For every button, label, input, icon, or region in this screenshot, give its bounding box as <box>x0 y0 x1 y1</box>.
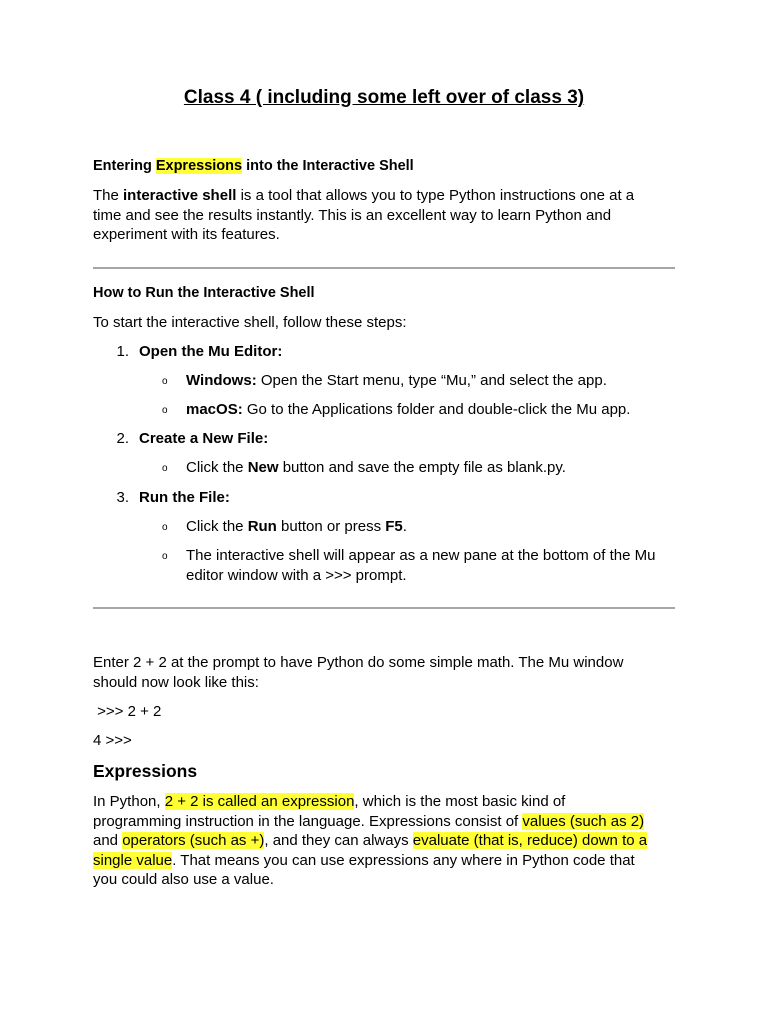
bullet-icon: o <box>162 405 168 416</box>
bold-term: New <box>247 459 279 476</box>
text-run: The <box>93 187 124 204</box>
list-item-line: The interactive shell will appear as a new pane at the bottom of the Mu <box>186 547 656 564</box>
paragraph-line <box>93 186 683 206</box>
highlight-expressions: Expressions <box>155 158 243 174</box>
highlight-text: values (such as 2) <box>522 812 645 830</box>
bold-term: macOS: <box>186 401 243 418</box>
list-item-new-file <box>186 458 686 478</box>
paragraph-line: you could also use a value. <box>93 871 274 888</box>
heading-expressions: Expressions <box>93 761 198 781</box>
bold-term: F5 <box>385 518 403 535</box>
paragraph-line <box>93 792 683 812</box>
horizontal-rule <box>93 607 675 609</box>
bold-term: interactive shell <box>123 187 237 204</box>
paragraph-line: experiment with its features. <box>93 226 280 243</box>
highlight-text: evaluate (that is, reduce) down to a <box>412 832 648 849</box>
step-label: Create a New File: <box>139 430 269 447</box>
highlight-text: operators (such as +) <box>122 832 265 849</box>
text-run: is a tool that allows you to type Python instructions one at a <box>236 187 635 204</box>
code-prompt-line: >>> 2 + 2 <box>93 703 162 720</box>
paragraph-line <box>93 851 683 871</box>
bullet-icon: o <box>162 522 168 533</box>
paragraph-enter-math <box>93 653 683 692</box>
text-run: button and save the empty file as blank.py. <box>278 459 566 476</box>
code-result-line: 4 >>> <box>93 732 132 749</box>
paragraph-interactive-shell <box>93 186 683 245</box>
step-number: 1. <box>116 343 129 360</box>
text-run: , which is the most basic kind of <box>354 793 566 810</box>
bullet-icon: o <box>162 551 168 562</box>
heading-entering-expressions <box>93 156 414 176</box>
list-item-run <box>186 517 686 537</box>
text-run: button or press <box>276 518 386 535</box>
bold-term: Run <box>247 518 277 535</box>
heading-how-to-run: How to Run the Interactive Shell <box>93 285 315 301</box>
highlight-text: single value <box>93 851 173 869</box>
paragraph-line: should now look like this: <box>93 673 259 691</box>
list-item-line: editor window with a >>> prompt. <box>186 566 407 584</box>
step-number: 2. <box>116 430 129 447</box>
text-run: . <box>402 518 407 535</box>
step-label: Open the Mu Editor: <box>139 343 283 360</box>
text-run: programming instruction in the language. Expressions consist of <box>93 812 523 830</box>
horizontal-rule <box>93 267 675 269</box>
list-item-shell-pane <box>186 546 686 585</box>
paragraph-line <box>93 812 683 832</box>
text-run: Open the Start menu, type “Mu,” and select the app. <box>256 372 607 389</box>
document-title: Class 4 ( including some left over of class 3) <box>183 87 585 108</box>
paragraph-line <box>93 831 683 851</box>
bullet-icon: o <box>162 376 168 387</box>
text-run: Go to the Applications folder and double-click the Mu app. <box>242 401 631 418</box>
heading-text-pre: Entering <box>93 158 156 174</box>
paragraph-expressions <box>93 792 683 890</box>
text-run: and <box>93 832 123 849</box>
bold-term: Windows: <box>186 372 257 389</box>
step-number: 3. <box>116 489 129 506</box>
steps-intro: To start the interactive shell, follow these steps: <box>93 314 407 331</box>
paragraph-line: time and see the results instantly. This is an excellent way to learn Python and <box>93 206 612 224</box>
list-item-windows <box>186 371 686 391</box>
list-item-macos <box>186 400 686 420</box>
highlight-text: 2 + 2 is called an expression <box>164 793 355 810</box>
text-run: Click the <box>186 459 248 476</box>
text-run: , and they can always <box>264 832 413 849</box>
text-run: . That means you can use expressions any where in Python code that <box>172 851 635 869</box>
step-label: Run the File: <box>139 489 230 506</box>
paragraph-line: Enter 2 + 2 at the prompt to have Python do some simple math. The Mu window <box>93 654 624 671</box>
bullet-icon: o <box>162 463 168 474</box>
heading-text-post: into the Interactive Shell <box>242 158 414 174</box>
text-run: Click the <box>186 518 248 535</box>
text-run: In Python, <box>93 793 165 810</box>
